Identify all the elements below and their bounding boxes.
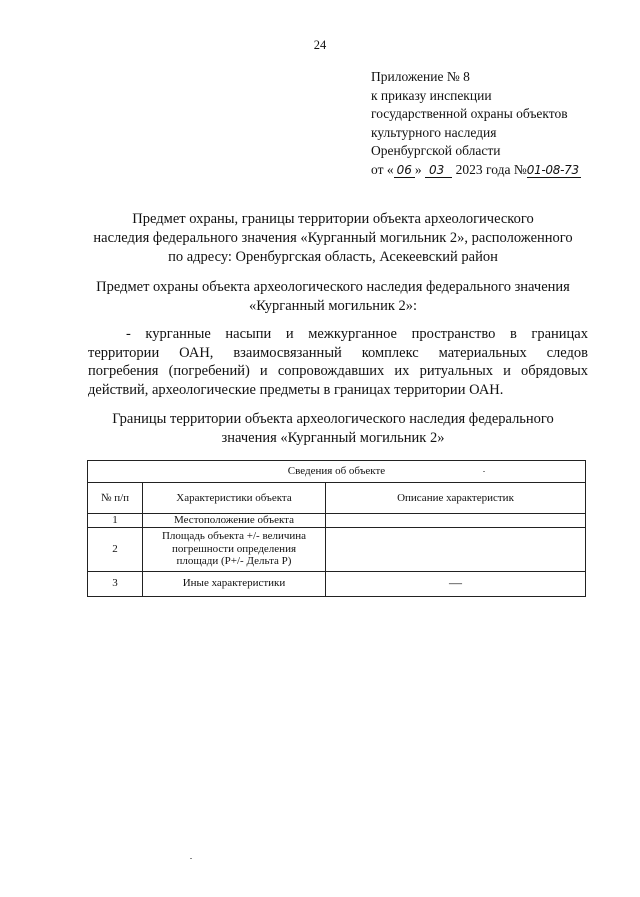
appendix-line: государственной охраны объектов — [371, 106, 568, 121]
title-line: наследия федерального значения «Курганный могильник 2», расположенного — [93, 230, 573, 246]
handwritten-day: 06 — [394, 164, 415, 178]
cell-characteristic — [143, 527, 326, 571]
column-header-characteristics: Характеристики объекта — [143, 483, 326, 514]
document-title — [78, 210, 588, 267]
date-prefix: от « — [371, 161, 394, 177]
paragraph-line: - курганные насыпи и межкурганное пространство в границах — [126, 326, 588, 342]
scan-speck — [190, 858, 192, 859]
cell-number: 1 — [88, 514, 143, 528]
page-number: 24 — [313, 38, 327, 52]
cell-characteristic: Местоположение объекта — [143, 514, 326, 528]
cell-line: Площадь объекта +/- величина — [161, 530, 307, 543]
table-row — [88, 571, 586, 596]
appendix-line: к приказу инспекции — [371, 87, 492, 103]
cell-characteristic: Иные характеристики — [143, 571, 326, 596]
object-info-table — [87, 460, 586, 597]
date-mid: » — [414, 161, 422, 177]
title-line: Предмет охраны, границы территории объекта археологического — [132, 211, 534, 227]
heading-line: значения «Курганный могильник 2» — [221, 430, 445, 446]
cell-description: — — [326, 571, 586, 596]
cell-description — [326, 527, 586, 571]
paragraph-line: действий, археологические предметы в границах территории ОАН. — [88, 381, 504, 398]
table-row — [88, 527, 586, 571]
cell-line: погрешности определения — [171, 542, 297, 555]
handwritten-month: 03 — [425, 164, 452, 178]
appendix-line: Оренбургской области — [371, 143, 501, 158]
paragraph-line: территории ОАН, взаимосвязанный комплекс материальных следов — [88, 344, 588, 361]
cell-number: 2 — [88, 527, 143, 571]
date-year: 2023 года № — [455, 161, 527, 177]
protection-subject-heading — [78, 278, 588, 316]
table-row — [88, 514, 586, 528]
scan-speck — [483, 471, 485, 472]
table-header-row — [88, 483, 586, 514]
protection-subject-text — [88, 325, 588, 399]
appendix-header — [371, 68, 581, 179]
handwritten-order-number: 01-08-73 — [526, 162, 579, 177]
cell-description — [326, 514, 586, 528]
paragraph-line: погребения (погребений) и сопровождавших их ритуальных и обрядовых — [88, 363, 588, 379]
heading-line: «Курганный могильник 2»: — [248, 298, 418, 314]
table-caption: Сведения об объекте — [88, 461, 586, 483]
table-caption-row — [88, 461, 586, 483]
cell-line: площади (Р+/- Дельта Р) — [176, 555, 292, 568]
cell-number: 3 — [88, 571, 143, 596]
boundaries-heading — [78, 410, 588, 448]
heading-line: Границы территории объекта археологического наследия федерального — [112, 411, 554, 427]
column-header-number: № п/п — [88, 483, 143, 514]
appendix-line: Приложение № 8 — [371, 69, 470, 84]
title-line: по адресу: Оренбургская область, Асекеевский район — [168, 249, 498, 265]
heading-line: Предмет охраны объекта археологического наследия федерального значения — [96, 279, 570, 295]
appendix-line: культурного наследия — [371, 124, 497, 140]
appendix-date-line — [371, 161, 581, 180]
column-header-description: Описание характеристик — [326, 483, 586, 514]
